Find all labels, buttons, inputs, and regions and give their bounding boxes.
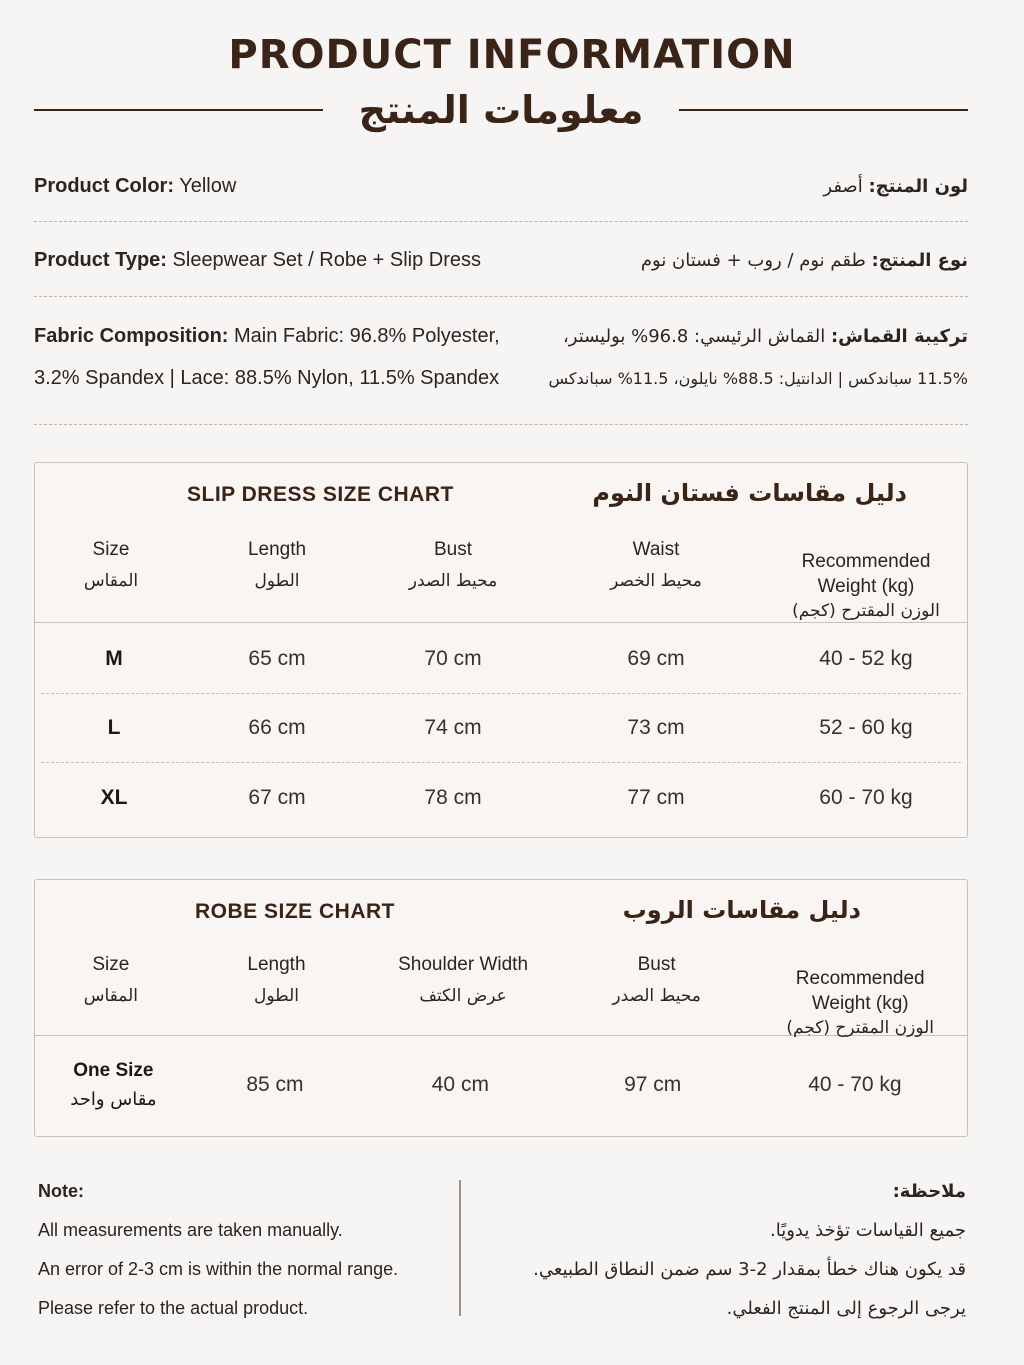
note-line-ar: جميع القياسات تؤخذ يدويًا. [770, 1220, 966, 1241]
col-waist-en: Waist [632, 539, 680, 560]
weight-cell: 40 - 52 kg [819, 647, 913, 670]
size-cell: L [107, 716, 121, 739]
page-title: PRODUCT INFORMATION [228, 32, 796, 78]
note-divider [459, 1180, 461, 1316]
note-line-ar: قد يكون هناك خطأ بمقدار 2-3 سم ضمن النطاق الطبيعي. [533, 1259, 966, 1280]
title-divider-left [34, 109, 323, 111]
robe-size-chart [34, 879, 968, 1137]
note-line: An error of 2-3 cm is within the normal range. [38, 1259, 399, 1279]
col-length [187, 940, 367, 1066]
fabric-value-1: Main Fabric: 96.8% Polyester, [234, 324, 500, 347]
table-row [41, 763, 961, 832]
col-size-ar: المقاس [83, 985, 138, 1006]
product-type-row [34, 240, 968, 297]
col-weight-ar: الوزن المقترح (كجم) [786, 1017, 935, 1038]
product-color-value-ar: أصفر [823, 175, 863, 197]
product-type-en [34, 249, 481, 272]
col-shoulder-width [366, 940, 560, 1066]
col-bust-ar: محيط الصدر [612, 985, 701, 1006]
bust-cell: 78 cm [424, 785, 482, 809]
bust-cell: 97 cm [624, 1073, 682, 1096]
note-line: Please refer to the actual product. [38, 1298, 309, 1318]
product-type-value: Sleepwear Set / Robe + Slip Dress [172, 248, 482, 271]
fabric-composition-row [34, 316, 968, 425]
slip-chart-header [35, 463, 967, 623]
col-length-en: Length [247, 954, 306, 975]
bust-cell: 70 cm [424, 647, 482, 670]
col-length-en: Length [247, 539, 307, 560]
col-bust-en: Bust [433, 539, 473, 560]
robe-chart-header [35, 880, 967, 1036]
note-title-ar: ملاحظة: [892, 1181, 966, 1202]
size-cell: M [105, 647, 123, 670]
col-waist-ar: محيط الخصر [610, 570, 702, 591]
slip-chart-body [35, 623, 967, 832]
fabric-label: Fabric Composition: [34, 324, 229, 347]
col-size [35, 940, 187, 1066]
robe-chart-title: ROBE SIZE CHART [195, 900, 396, 923]
length-cell: 67 cm [248, 785, 306, 809]
length-cell: 65 cm [248, 647, 306, 670]
note-arabic [526, 1172, 966, 1328]
page-title-arabic: معلومات المنتج [358, 88, 644, 132]
arabic-title-bar [34, 82, 968, 138]
weight-cell: 52 - 60 kg [819, 716, 913, 739]
weight-cell: 60 - 70 kg [819, 785, 913, 809]
note-title: Note: [38, 1181, 84, 1201]
col-weight [773, 523, 959, 649]
shoulder-cell: 40 cm [431, 1073, 489, 1096]
robe-chart-title-arabic: دليل مقاسات الروب [622, 896, 861, 924]
col-size-en: Size [92, 954, 130, 975]
product-type-value-ar: طقم نوم / روب + فستان نوم [640, 249, 866, 271]
col-weight-en: Recommended Weight (kg) [795, 967, 925, 1015]
product-type-ar [641, 250, 968, 271]
size-cell [41, 1057, 186, 1113]
product-color-ar [823, 176, 968, 197]
size-en: One Size [73, 1060, 154, 1082]
col-length-ar: الطول [253, 985, 299, 1006]
product-color-label: Product Color: [34, 174, 174, 197]
product-color-label-ar: لون المنتج: [868, 175, 968, 197]
title-divider-right [679, 109, 968, 111]
fabric-line-1-en [34, 325, 500, 348]
weight-cell: 40 - 70 kg [808, 1073, 902, 1096]
product-type-label: Product Type: [34, 248, 167, 271]
col-size-en: Size [92, 539, 130, 560]
fabric-value-2: 3.2% Spandex | Lace: 88.5% Nylon, 11.5% Spandex [34, 366, 500, 389]
col-bust [367, 523, 539, 649]
product-color-row [34, 166, 968, 222]
fabric-value-2-ar: 11.5% سباندكس | الدانتيل: 88.5% نايلون، 11.5% سباندكس [548, 368, 968, 388]
waist-cell: 69 cm [627, 647, 685, 670]
length-cell: 85 cm [246, 1073, 304, 1096]
product-color-value: Yellow [179, 174, 237, 197]
length-cell: 66 cm [248, 716, 306, 739]
col-bust-ar: محيط الصدر [408, 570, 498, 591]
fabric-line-1-ar [563, 326, 968, 347]
slip-chart-title-arabic: دليل مقاسات فستان النوم [592, 479, 907, 507]
product-type-label-ar: نوع المنتج: [871, 249, 968, 271]
col-bust [560, 940, 754, 1066]
col-shoulder-en: Shoulder Width [398, 954, 529, 975]
waist-cell: 73 cm [627, 716, 685, 739]
note-line: All measurements are taken manually. [38, 1220, 343, 1240]
col-weight [753, 940, 967, 1066]
size-cell: XL [100, 785, 128, 809]
table-row [41, 694, 961, 763]
col-size-ar: المقاس [83, 570, 139, 591]
col-length-ar: الطول [254, 570, 300, 591]
slip-dress-size-chart [34, 462, 968, 838]
slip-chart-title: SLIP DRESS SIZE CHART [187, 483, 454, 506]
size-ar: مقاس واحد [70, 1088, 157, 1110]
col-weight-ar: الوزن المقترح (كجم) [792, 600, 940, 621]
bust-cell: 74 cm [424, 716, 482, 739]
fabric-label-ar: تركيبة القماش: [830, 325, 968, 347]
col-shoulder-ar: عرض الكتف [419, 985, 507, 1006]
col-length [187, 523, 367, 649]
note-english [38, 1172, 438, 1328]
waist-cell: 77 cm [627, 785, 685, 809]
col-waist [539, 523, 773, 649]
col-weight-en: Recommended Weight (kg) [801, 550, 931, 598]
note-line-ar: يرجى الرجوع إلى المنتج الفعلي. [726, 1298, 966, 1319]
product-color-en [34, 175, 236, 198]
fabric-value-1-ar: القماش الرئيسي: 96.8% بوليستر، [562, 325, 826, 347]
col-bust-en: Bust [637, 954, 676, 975]
col-size [35, 523, 187, 649]
